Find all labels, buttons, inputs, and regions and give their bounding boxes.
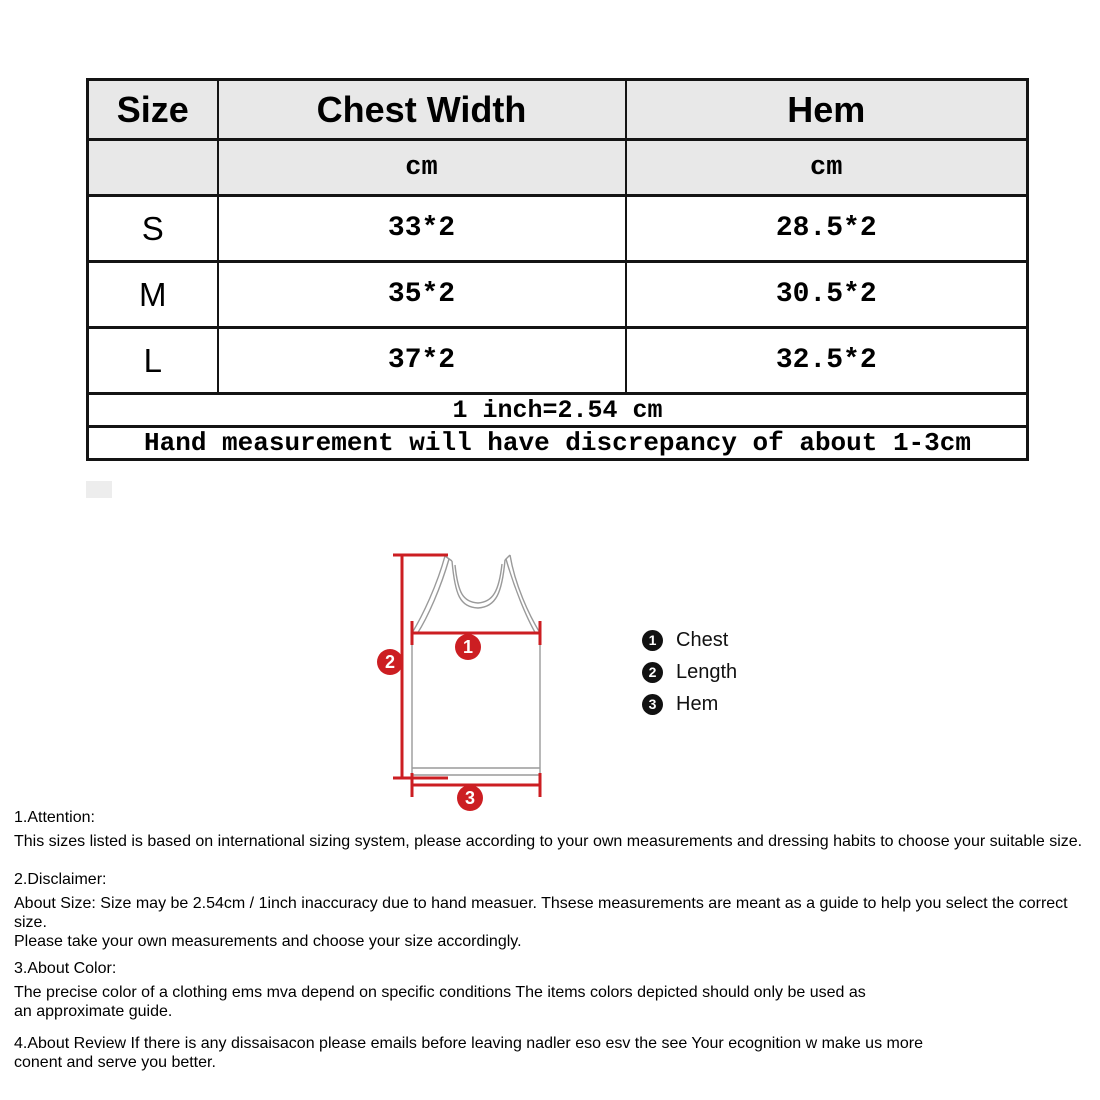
size-cell: S bbox=[88, 196, 218, 262]
scan-artifact bbox=[86, 481, 112, 498]
table-row bbox=[88, 328, 1028, 394]
hand-measurement-note: Hand measurement will have discrepancy of about 1-3cm bbox=[88, 427, 1028, 460]
table-row bbox=[88, 196, 1028, 262]
note-line: Please take your own measurements and choose your size accordingly. bbox=[14, 933, 522, 950]
size-chart-table bbox=[86, 78, 1029, 461]
hem-cell: 30.5*2 bbox=[626, 262, 1028, 328]
unit-cell-hem: cm bbox=[626, 140, 1028, 196]
unit-cell-size bbox=[88, 140, 218, 196]
legend-item-chest bbox=[642, 629, 737, 651]
note-line: conent and serve you better. bbox=[14, 1054, 216, 1071]
legend-label: Chest bbox=[676, 628, 729, 651]
chest-marker-number: 1 bbox=[462, 637, 474, 657]
hem-marker-number: 3 bbox=[464, 788, 476, 808]
chest-cell: 33*2 bbox=[218, 196, 626, 262]
hem-cell: 32.5*2 bbox=[626, 328, 1028, 394]
circled-number-icon: 2 bbox=[642, 662, 663, 683]
column-header-chest: Chest Width bbox=[218, 80, 626, 140]
column-header-size: Size bbox=[88, 80, 218, 140]
circled-number-icon: 1 bbox=[642, 630, 663, 651]
garment-outline bbox=[412, 555, 540, 775]
size-cell: M bbox=[88, 262, 218, 328]
legend-item-length bbox=[642, 661, 737, 683]
note-attention bbox=[14, 808, 1092, 851]
note-about-color bbox=[14, 959, 1092, 1021]
chest-cell: 35*2 bbox=[218, 262, 626, 328]
table-unit-row bbox=[88, 140, 1028, 196]
note-line: This sizes listed is based on international sizing system, please according to your own measurements and dressing habits to choose your suitable size. bbox=[14, 833, 1083, 850]
footnote-row bbox=[88, 394, 1028, 427]
length-marker-number: 2 bbox=[384, 652, 396, 672]
hem-cell: 28.5*2 bbox=[626, 196, 1028, 262]
table-header-row bbox=[88, 80, 1028, 140]
note-line: 4.About Review If there is any dissaisacon please emails before leaving nadler eso esv the see Your ecognition w make us more bbox=[14, 1035, 923, 1052]
measurement-legend bbox=[642, 629, 737, 725]
chest-cell: 37*2 bbox=[218, 328, 626, 394]
note-title: 1.Attention: bbox=[14, 809, 95, 826]
legend-item-hem bbox=[642, 693, 737, 715]
measurement-lines bbox=[393, 555, 540, 797]
table-row bbox=[88, 262, 1028, 328]
legend-label: Hem bbox=[676, 692, 719, 715]
note-title: 3.About Color: bbox=[14, 960, 117, 977]
note-line: About Size: Size may be 2.54cm / 1inch inaccuracy due to hand measuer. Thsese measurements are meant as a guide to help you select the correct size. bbox=[14, 895, 1068, 931]
legend-label: Length bbox=[676, 660, 738, 683]
notes-section bbox=[14, 808, 1092, 1091]
note-title: 2.Disclaimer: bbox=[14, 871, 107, 888]
note-line: an approximate guide. bbox=[14, 1003, 173, 1020]
unit-cell-chest: cm bbox=[218, 140, 626, 196]
column-header-hem: Hem bbox=[626, 80, 1028, 140]
tank-top-diagram bbox=[355, 535, 605, 825]
note-disclaimer bbox=[14, 870, 1092, 951]
note-line: The precise color of a clothing ems mva depend on specific conditions The items colors depicted should only be used as bbox=[14, 984, 866, 1001]
footnote-row bbox=[88, 427, 1028, 460]
note-about-review bbox=[14, 1034, 1092, 1072]
circled-number-icon: 3 bbox=[642, 694, 663, 715]
inch-conversion-note: 1 inch=2.54 cm bbox=[88, 394, 1028, 427]
size-cell: L bbox=[88, 328, 218, 394]
